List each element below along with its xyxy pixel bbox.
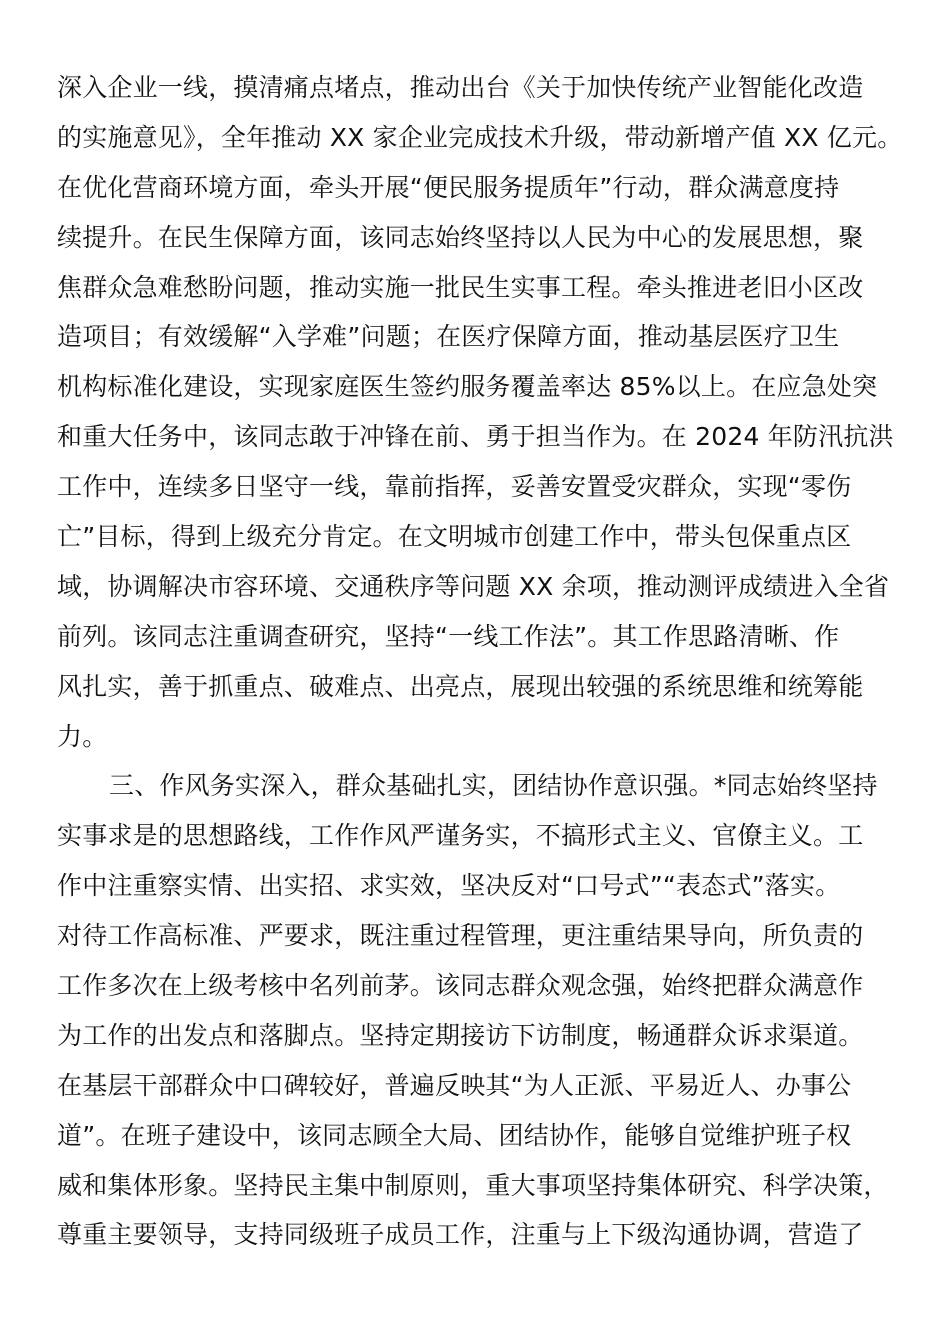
text-line: 对待工作高标准、严要求，既注重过程管理，更注重结果导向，所负责的: [57, 921, 864, 951]
text-line: 道”。在班子建设中，该同志顾全大局、团结协作，能够自觉维护班子权: [57, 1120, 852, 1150]
text-line: 机构标准化建设，实现家庭医生签约服务覆盖率达 85%以上。在应急处突: [57, 372, 878, 402]
text-line: 作中注重察实情、出实招、求实效，坚决反对“口号式”“表态式”落实。: [57, 871, 841, 901]
text-line: 前列。该同志注重调查研究，坚持“一线工作法”。其工作思路清晰、作: [57, 621, 840, 651]
text-line: 威和集体形象。坚持民主集中制原则，重大事项坚持集体研究、科学决策，: [57, 1170, 889, 1200]
section-first-line: [57, 761, 897, 811]
text-span: *同志始终坚持: [713, 771, 878, 801]
text-line: 的实施意见》，全年推动 XX 家企业完成技术升级，带动新增产值 XX 亿元。: [57, 122, 903, 152]
text-line: 工作多次在上级考核中名列前茅。该同志群众观念强，始终把群众满意作: [57, 971, 864, 1001]
text-line: 域，协调解决市容环境、交通秩序等问题 XX 余项，推动测评成绩进入全省: [57, 571, 890, 601]
text-line: 在基层干部群众中口碑较好，普遍反映其“为人正派、平易近人、办事公: [57, 1070, 852, 1100]
paragraph-section-three: [57, 761, 897, 1260]
text-line: 和重大任务中，该同志敢于冲锋在前、勇于担当作为。在 2024 年防汛抗洪: [57, 422, 894, 452]
text-line: 深入企业一线，摸清痛点堵点，推动出台《关于加快传统产业智能化改造: [57, 73, 864, 102]
text-line: 造项目；有效缓解“入学难”问题；在医疗保障方面，推动基层医疗卫生: [57, 322, 840, 352]
text-line: 风扎实，善于抓重点、破难点、出亮点，展现出较强的系统思维和统筹能: [57, 671, 864, 701]
document-body: [57, 63, 903, 1260]
text-line: 亡”目标，得到上级充分肯定。在文明城市创建工作中，带头包保重点区: [57, 522, 852, 552]
text-line: 在优化营商环境方面，牵头开展“便民服务提质年”行动，群众满意度持: [57, 172, 840, 202]
section-heading: 三、作风务实深入，群众基础扎实，团结协作意识强。: [109, 771, 714, 801]
text-line: 力。: [57, 721, 108, 751]
text-line: 实事求是的思想路线，工作作风严谨务实，不搞形式主义、官僚主义。工: [57, 821, 864, 851]
text-line: 为工作的出发点和落脚点。坚持定期接访下访制度，畅通群众诉求渠道。: [57, 1020, 864, 1050]
text-line: 续提升。在民生保障方面，该同志始终坚持以人民为中心的发展思想，聚: [57, 222, 864, 252]
paragraph-continued: [57, 63, 903, 761]
text-line: 尊重主要领导，支持同级班子成员工作，注重与上下级沟通协调，营造了: [57, 1220, 864, 1250]
text-line: 工作中，连续多日坚守一线，靠前指挥，妥善安置受灾群众，实现“零伤: [57, 472, 852, 502]
text-line: 焦群众急难愁盼问题，推动实施一批民生实事工程。牵头推进老旧小区改: [57, 272, 864, 302]
